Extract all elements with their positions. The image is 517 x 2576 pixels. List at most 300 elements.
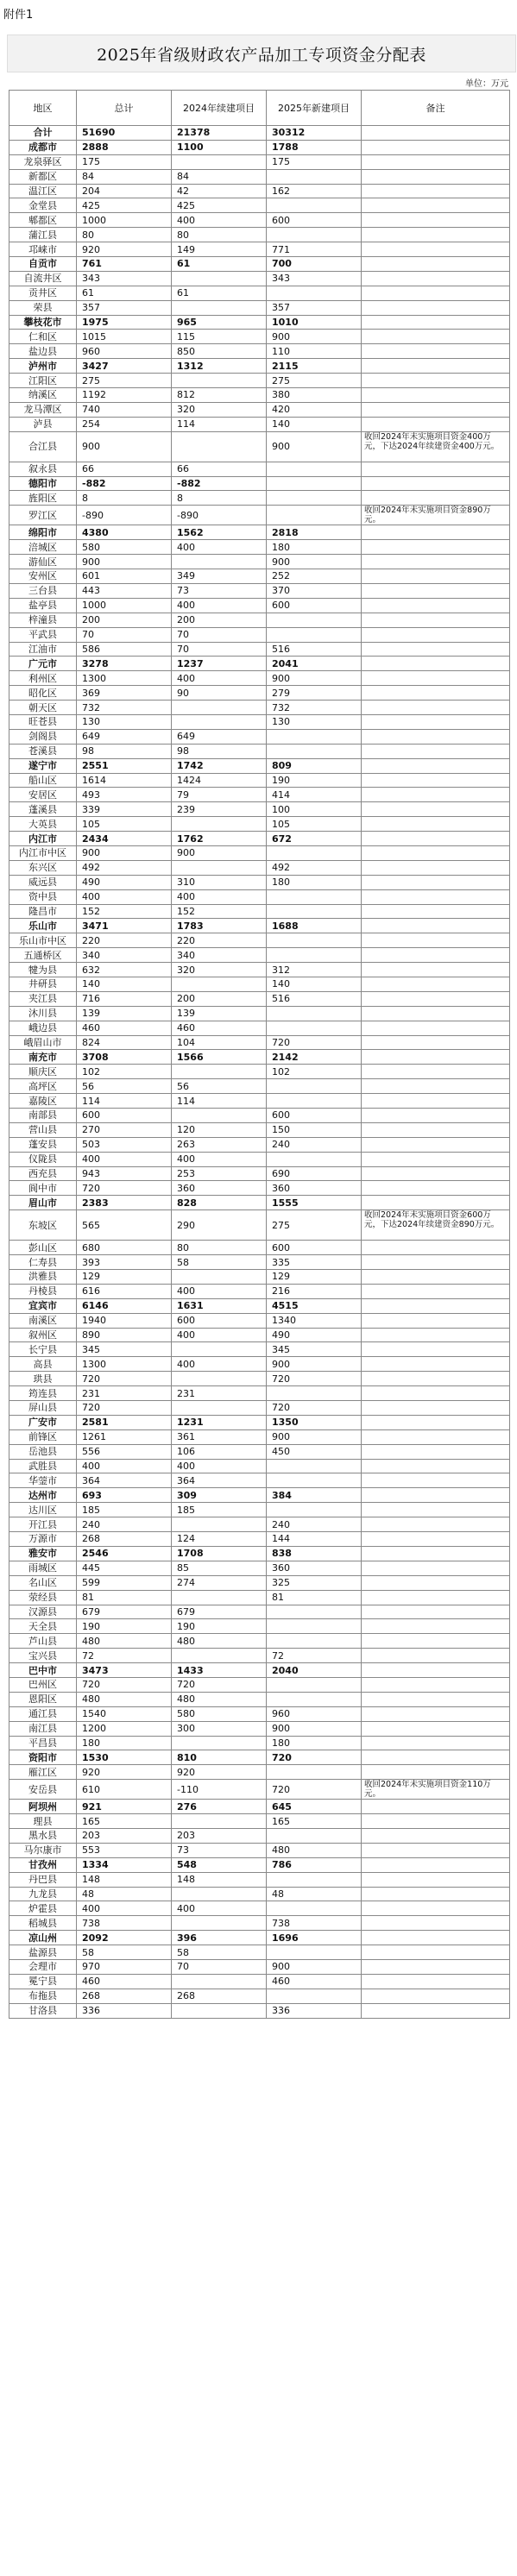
table-row [9,1945,510,1960]
continued-cell: 309 [172,1488,267,1503]
remark-cell [362,671,510,686]
remark-cell [362,1196,510,1210]
new-cell: 81 [267,1590,362,1605]
table-row [9,1444,510,1459]
continued-cell [172,860,267,875]
continued-cell [172,1372,267,1386]
new-cell [267,1945,362,1960]
region-cell: 宝兴县 [9,1649,77,1663]
table-row [9,1989,510,2003]
table-row [9,1532,510,1547]
region-cell: 德阳市 [9,476,77,491]
table-row [9,904,510,919]
remark-cell [362,1517,510,1532]
remark-cell [362,1959,510,1974]
remark-cell [362,1974,510,1989]
new-cell: 720 [267,1372,362,1386]
region-cell: 九龙县 [9,1887,77,1901]
new-cell: 720 [267,1750,362,1765]
continued-cell [172,1814,267,1829]
table-row [9,1692,510,1706]
total-cell: 601 [77,569,172,584]
table-row [9,213,510,228]
total-cell: 970 [77,1959,172,1974]
total-cell: 254 [77,417,172,431]
table-row [9,286,510,300]
region-cell: 眉山市 [9,1196,77,1210]
remark-cell [362,1065,510,1079]
continued-cell: 268 [172,1989,267,2003]
table-row [9,2003,510,2018]
table-row [9,1255,510,1270]
new-cell: 900 [267,1959,362,1974]
remark-cell [362,1843,510,1857]
new-cell: 240 [267,1137,362,1152]
region-cell: 丹巴县 [9,1872,77,1887]
region-cell: 盐亭县 [9,598,77,613]
new-cell: 720 [267,1401,362,1416]
new-cell [267,476,362,491]
total-cell: 268 [77,1532,172,1547]
new-cell: 516 [267,642,362,657]
region-cell: 龙泉驿区 [9,154,77,169]
region-cell: 黑水县 [9,1828,77,1843]
city-subtotal-row [9,1800,510,1814]
total-cell: 2092 [77,1931,172,1945]
new-cell: 900 [267,1357,362,1372]
continued-cell: 231 [172,1386,267,1401]
remark-cell [362,555,510,569]
remark-cell [362,1152,510,1166]
new-cell: 325 [267,1575,362,1590]
remark-cell [362,1488,510,1503]
table-row [9,1828,510,1843]
region-cell: 雁江区 [9,1765,77,1780]
new-cell [267,1459,362,1473]
new-cell [267,1765,362,1780]
continued-cell: 239 [172,802,267,817]
continued-cell: 649 [172,729,267,744]
continued-cell: 274 [172,1575,267,1590]
new-cell [267,1634,362,1649]
total-cell: 740 [77,402,172,417]
continued-cell: 1708 [172,1546,267,1561]
remark-cell [362,802,510,817]
continued-cell: 220 [172,933,267,948]
total-cell: 3708 [77,1050,172,1065]
continued-cell: 1562 [172,525,267,540]
new-cell [267,1872,362,1887]
continued-cell: 310 [172,875,267,889]
continued-cell: 320 [172,402,267,417]
total-cell: 720 [77,1677,172,1692]
total-cell: 1000 [77,213,172,228]
region-cell: 冕宁县 [9,1974,77,1989]
continued-cell: 812 [172,388,267,403]
region-cell: 犍为县 [9,963,77,977]
table-row [9,344,510,359]
new-cell [267,1989,362,2003]
new-cell: 786 [267,1857,362,1872]
total-cell: 240 [77,1517,172,1532]
continued-cell: 1312 [172,359,267,374]
continued-cell: 104 [172,1035,267,1050]
region-cell: 达州市 [9,1488,77,1503]
table-row [9,1590,510,1605]
new-cell: 144 [267,1532,362,1547]
total-cell: 81 [77,1590,172,1605]
total-cell: 4380 [77,525,172,540]
remark-cell [362,569,510,584]
new-cell [267,744,362,758]
region-cell: 高坪区 [9,1079,77,1094]
table-row [9,1634,510,1649]
new-cell: 720 [267,1780,362,1800]
remark-cell [362,845,510,860]
remark-cell [362,963,510,977]
table-row [9,1181,510,1196]
region-cell: 江油市 [9,642,77,657]
total-cell: 1300 [77,1357,172,1372]
table-row [9,583,510,598]
continued-cell [172,1109,267,1123]
total-cell: 824 [77,1035,172,1050]
remark-cell: 收回2024年未实施项目资金400万元，下达2024年续建资金400万元。 [362,431,510,462]
region-cell: 资中县 [9,889,77,904]
remark-cell [362,1503,510,1517]
remark-cell [362,1931,510,1945]
table-row [9,1386,510,1401]
continued-cell: 200 [172,991,267,1006]
remark-cell [362,933,510,948]
table-row [9,540,510,555]
remark-cell [362,1901,510,1916]
region-cell: 荥经县 [9,1590,77,1605]
total-cell: 503 [77,1137,172,1152]
total-cell: 599 [77,1575,172,1590]
remark-cell [362,948,510,963]
continued-cell: 548 [172,1857,267,1872]
continued-cell [172,714,267,729]
region-cell: 万源市 [9,1532,77,1547]
allocation-table [9,90,510,2019]
attachment-label: 附件1 [3,9,34,22]
new-cell: 2115 [267,359,362,374]
table-row [9,1328,510,1342]
grand-total-row [9,126,510,141]
remark-cell [362,1857,510,1872]
new-cell: 2040 [267,1663,362,1678]
continued-cell [172,817,267,832]
region-cell: 龙马潭区 [9,402,77,417]
continued-cell [172,555,267,569]
new-cell: 180 [267,1736,362,1750]
total-cell: 180 [77,1736,172,1750]
region-cell: 郫都区 [9,213,77,228]
total-cell: 1300 [77,671,172,686]
region-cell: 嘉陵区 [9,1094,77,1109]
continued-cell: 396 [172,1931,267,1945]
new-cell: 700 [267,257,362,272]
total-cell: 165 [77,1814,172,1829]
continued-cell [172,1401,267,1416]
total-cell: 400 [77,889,172,904]
region-cell: 凉山州 [9,1931,77,1945]
new-cell: 336 [267,2003,362,2018]
region-cell: 广元市 [9,657,77,671]
new-cell: 240 [267,1517,362,1532]
continued-cell: 190 [172,1619,267,1634]
region-cell: 剑阁县 [9,729,77,744]
region-cell: 峨边县 [9,1021,77,1035]
table-header-row [9,91,510,126]
total-cell: 2581 [77,1415,172,1429]
unit-label: 单位：万元 [465,79,508,89]
total-cell: 586 [77,642,172,657]
total-cell: -882 [77,476,172,491]
remark-cell [362,1765,510,1780]
total-cell: 649 [77,729,172,744]
remark-cell [362,1532,510,1547]
continued-cell: 1631 [172,1298,267,1313]
region-cell: 梓潼县 [9,613,77,627]
total-cell: 445 [77,1561,172,1575]
remark-cell [362,315,510,330]
region-cell: 珙县 [9,1372,77,1386]
new-cell: 1555 [267,1196,362,1210]
remark-cell [362,417,510,431]
title-banner [7,35,516,72]
region-cell: 昭化区 [9,686,77,701]
region-cell: 顺庆区 [9,1065,77,1079]
region-cell: 东兴区 [9,860,77,875]
city-subtotal-row [9,657,510,671]
new-cell: 2041 [267,657,362,671]
total-cell: 130 [77,714,172,729]
table-row [9,1901,510,1916]
remark-cell [362,991,510,1006]
remark-cell [362,1386,510,1401]
total-cell: 2551 [77,758,172,773]
new-cell: 252 [267,569,362,584]
new-cell [267,845,362,860]
table-row [9,744,510,758]
remark-cell [362,1313,510,1328]
region-cell: 叙永县 [9,462,77,476]
city-subtotal-row [9,1050,510,1065]
new-cell: 180 [267,875,362,889]
remark-cell [362,1284,510,1298]
total-cell: 460 [77,1974,172,1989]
continued-cell: 400 [172,1357,267,1372]
total-cell: 336 [77,2003,172,2018]
table-row [9,1006,510,1021]
table-row [9,1429,510,1444]
remark-cell [362,1459,510,1473]
new-cell: 600 [267,598,362,613]
total-cell: 1200 [77,1721,172,1736]
table-row [9,627,510,642]
region-cell: 绵阳市 [9,525,77,540]
total-cell: 900 [77,555,172,569]
remark-cell [362,1736,510,1750]
continued-cell: 360 [172,1181,267,1196]
total-cell: 679 [77,1605,172,1619]
total-cell: 680 [77,1241,172,1255]
continued-cell: 400 [172,1284,267,1298]
remark-cell [362,1677,510,1692]
continued-cell: 480 [172,1634,267,1649]
region-cell: 稻城县 [9,1916,77,1931]
continued-cell: 400 [172,1328,267,1342]
total-cell: 1015 [77,330,172,344]
table-row [9,1401,510,1416]
total-cell: 960 [77,344,172,359]
total-cell: 460 [77,1021,172,1035]
total-cell: 72 [77,1649,172,1663]
continued-cell: 320 [172,963,267,977]
new-cell [267,729,362,744]
region-cell: 攀枝花市 [9,315,77,330]
continued-cell: 1231 [172,1415,267,1429]
new-cell: 600 [267,1109,362,1123]
remark-cell [362,714,510,729]
new-cell: 1350 [267,1415,362,1429]
table-row [9,330,510,344]
new-cell: 129 [267,1270,362,1285]
table-row [9,729,510,744]
continued-cell [172,431,267,462]
total-cell: 51690 [77,126,172,141]
continued-cell [172,977,267,991]
new-cell: 275 [267,1210,362,1241]
new-cell: 838 [267,1546,362,1561]
new-cell: 335 [267,1255,362,1270]
table-row [9,1872,510,1887]
city-subtotal-row [9,1857,510,1872]
remark-cell [362,686,510,701]
new-cell [267,228,362,242]
region-cell: 巴州区 [9,1677,77,1692]
new-cell: 279 [267,686,362,701]
total-cell: 61 [77,286,172,300]
total-cell: 3471 [77,919,172,933]
new-cell: 809 [267,758,362,773]
table-row [9,1843,510,1857]
remark-cell [362,1255,510,1270]
region-cell: 盐边县 [9,344,77,359]
total-cell: 275 [77,374,172,388]
remark-cell [362,860,510,875]
table-row [9,1619,510,1634]
remark-cell [362,744,510,758]
header-remark: 备注 [362,91,510,126]
region-cell: 广安市 [9,1415,77,1429]
table-row [9,1974,510,1989]
remark-cell [362,1429,510,1444]
region-cell: 叙州区 [9,1328,77,1342]
continued-cell: 400 [172,889,267,904]
continued-cell: 139 [172,1006,267,1021]
continued-cell: 70 [172,1959,267,1974]
remark-cell [362,832,510,846]
new-cell [267,1605,362,1619]
region-cell: 炉霍县 [9,1901,77,1916]
remark-cell [362,344,510,359]
region-cell: 自流井区 [9,271,77,286]
continued-cell: 1237 [172,657,267,671]
table-row [9,1122,510,1137]
continued-cell [172,1065,267,1079]
total-cell: 490 [77,875,172,889]
total-cell: 920 [77,242,172,257]
continued-cell [172,1342,267,1357]
new-cell: 900 [267,671,362,686]
remark-cell [362,1021,510,1035]
new-cell: 900 [267,330,362,344]
region-cell: 东坡区 [9,1210,77,1241]
new-cell: 600 [267,213,362,228]
total-cell: 565 [77,1210,172,1241]
new-cell: 900 [267,1429,362,1444]
total-cell: 610 [77,1780,172,1800]
city-subtotal-row [9,1931,510,1945]
total-cell: -890 [77,506,172,525]
table-row [9,154,510,169]
new-cell [267,286,362,300]
total-cell: 190 [77,1619,172,1634]
continued-cell: 340 [172,948,267,963]
continued-cell: 400 [172,1901,267,1916]
total-cell: 339 [77,802,172,817]
city-subtotal-row [9,315,510,330]
city-subtotal-row [9,140,510,154]
region-cell: 三台县 [9,583,77,598]
region-cell: 甘孜州 [9,1857,77,1872]
new-cell [267,506,362,525]
region-cell: 南部县 [9,1109,77,1123]
continued-cell: 203 [172,1828,267,1843]
continued-cell [172,2003,267,2018]
table-row [9,1210,510,1241]
remark-cell [362,374,510,388]
new-cell: 450 [267,1444,362,1459]
region-cell: 南充市 [9,1050,77,1065]
remark-cell [362,919,510,933]
table-row [9,388,510,403]
new-cell [267,1677,362,1692]
region-cell: 安居区 [9,788,77,802]
city-subtotal-row [9,758,510,773]
region-cell: 乐山市中区 [9,933,77,948]
table-row [9,1765,510,1780]
table-row [9,671,510,686]
total-cell: 761 [77,257,172,272]
region-cell: 巴中市 [9,1663,77,1678]
table-row [9,817,510,832]
continued-cell: 720 [172,1677,267,1692]
total-cell: 1261 [77,1429,172,1444]
total-cell: 732 [77,701,172,715]
remark-cell [362,758,510,773]
region-cell: 蒲江县 [9,228,77,242]
table-row [9,1721,510,1736]
table-row [9,948,510,963]
table-row [9,1094,510,1109]
region-cell: 恩阳区 [9,1692,77,1706]
city-subtotal-row [9,1663,510,1678]
new-cell [267,1094,362,1109]
